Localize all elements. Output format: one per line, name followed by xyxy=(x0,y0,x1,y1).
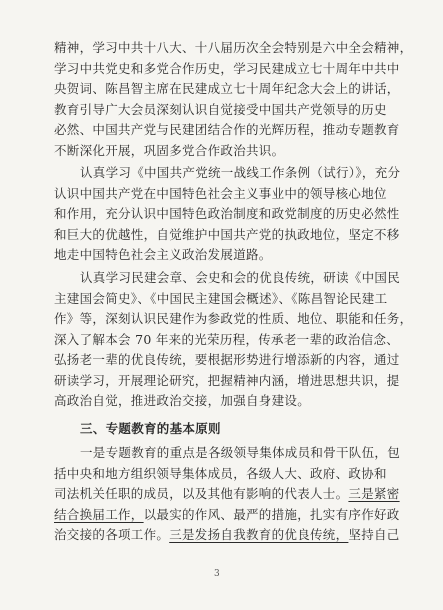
paragraph-1 xyxy=(54,38,413,161)
paragraph-2 xyxy=(54,163,401,266)
section-heading: 三、专题教育的基本原则 xyxy=(80,421,221,436)
text-line: 作》等，深刻认识民建作为参政党的性质、地位、职能和任务， xyxy=(54,311,413,326)
text-line xyxy=(54,505,400,526)
text-line: 弘扬老一辈的优良传统，要根据形势进行增添新的内容，通过 xyxy=(54,352,400,367)
text-line: 和作用，充分认识中国特色政治制度和政党制度的历史必然性 xyxy=(54,206,400,221)
text-line: 精神，学习中共十八大、十八届历次全会特别是六中全会精神， xyxy=(54,40,413,55)
text-line: 研读学习，开展理论研究，把握精神内涵，增进思想共识，提 xyxy=(54,372,400,388)
text-line: 不断深化开展，巩固多党合作政治共识。 xyxy=(54,142,285,158)
text-line: 高政治自觉，推进政治交接，加强自身建设。 xyxy=(54,393,311,408)
text-line: 深入了解本会 70 年来的光荣历程，传承老一辈的政治信念、 xyxy=(54,331,400,347)
text-line: 必然、中国共产党与民建团结合作的光辉历程，推动专题教育 xyxy=(54,122,400,137)
text-line: 央贺词、陈昌智主席在民建成立七十周年纪念大会上的讲话， xyxy=(54,81,400,96)
text-line: 括中央和地方组织领导集体成员，各级人大、政府、政协和 xyxy=(54,465,387,481)
page-number: 3 xyxy=(214,569,220,579)
text-line: 认真学习《中国共产党统一战线工作条例（试行）》，充分 xyxy=(80,165,401,180)
underlined-text: 三是紧密 xyxy=(348,486,400,501)
text-line: 教育引导广大会员深刻认识自觉接受中国共产党领导的历史 xyxy=(54,101,387,117)
text-line: 地走中国特色社会主义政治发展道路。 xyxy=(54,247,272,262)
section-heading-block xyxy=(54,419,394,440)
underlined-text: 三是发扬自我教育的优良传统， xyxy=(169,527,349,542)
text-line xyxy=(54,525,400,546)
paragraph-3 xyxy=(54,268,413,412)
text-line: 学习中共党史和多党合作历史，学习民建成立七十周年中共中 xyxy=(54,60,400,76)
text-line: 和巨大的优越性，自觉维护中国共产党的执政地位，坚定不移 xyxy=(54,226,400,242)
text-line xyxy=(54,484,400,505)
text-line: 认真学习民建会章、会史和会的优良传统，研读《中国民 xyxy=(80,270,401,285)
text-segment: 治交接的各项工作。 xyxy=(54,527,170,542)
text-segment: 以最实的作风、最严的措施，扎实有序作好政 xyxy=(143,506,400,522)
text-segment: 坚持自己 xyxy=(348,527,400,542)
paragraph-4 xyxy=(54,443,401,546)
text-line: 主建国会简史》、《中国民主建国会概述》、《陈昌智论民建工 xyxy=(54,290,388,306)
underlined-text: 结合换届工作， xyxy=(54,506,144,522)
text-line: 一是专题教育的重点是各级领导集体成员和骨干队伍，包 xyxy=(80,445,401,460)
text-segment: 司法机关任职的成员，以及其他有影响的代表人士。 xyxy=(54,486,349,501)
text-line: 认识中国共产党在中国特色社会主义事业中的领导核心地位 xyxy=(54,185,387,201)
